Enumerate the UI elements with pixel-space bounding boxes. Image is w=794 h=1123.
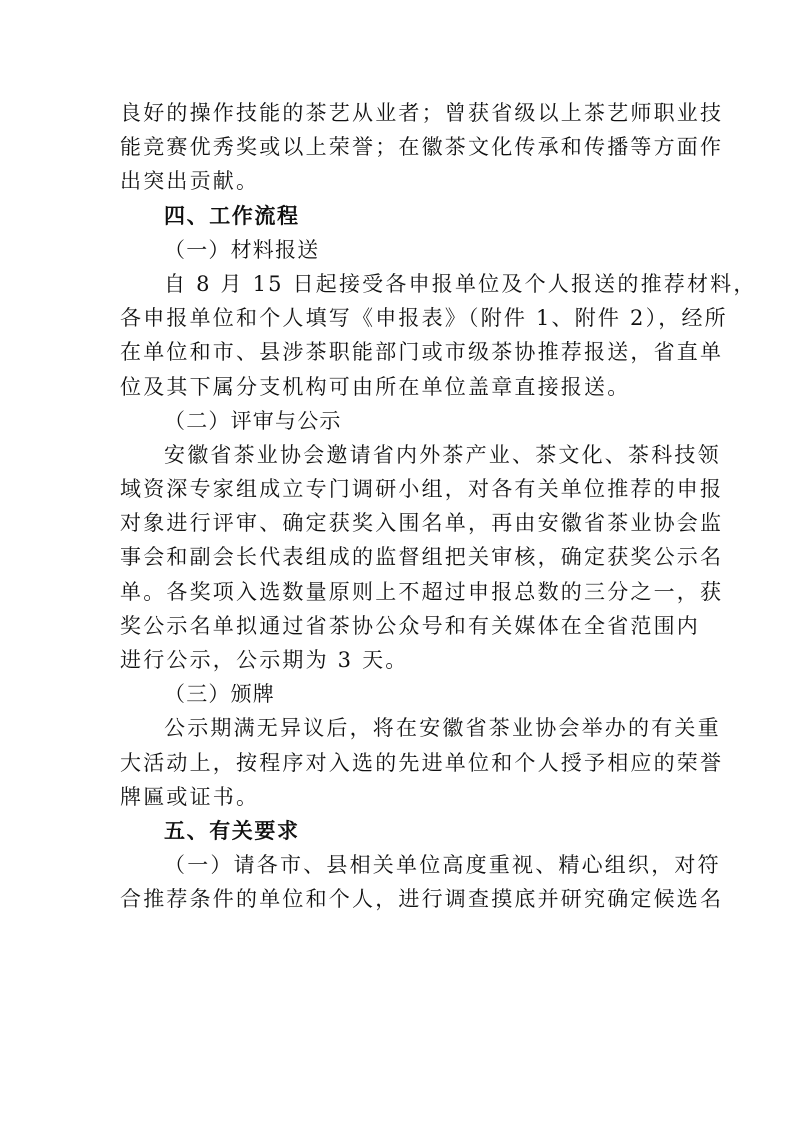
subsection-heading: （三）颁牌 — [164, 682, 275, 707]
text-line: 能竞赛优秀奖或以上荣誉；在徽茶文化传承和传播等方面作 — [120, 135, 724, 160]
text-line: 事会和副会长代表组成的监督组把关审核，确定获奖公示名 — [120, 545, 724, 570]
text-line: 各申报单位和个人填写《申报表》（附件 1、附件 2），经所 — [120, 306, 728, 331]
text-line: （一）请各市、县相关单位高度重视、精心组织，对符 — [164, 853, 721, 878]
text-line: 自 8 月 15 日起接受各申报单位及个人报送的推荐材料， — [164, 271, 757, 296]
section-heading: 五、有关要求 — [164, 818, 300, 843]
text-line: 公示期满无异议后，将在安徽省茶业协会举办的有关重 — [164, 716, 721, 741]
text-line: 位及其下属分支机构可由所在单位盖章直接报送。 — [120, 374, 631, 399]
text-line: 对象进行评审、确定获奖入围名单，再由安徽省茶业协会监 — [120, 511, 724, 536]
text-line: 域资深专家组成立专门调研小组，对各有关单位推荐的申报 — [120, 477, 724, 502]
text-line: 单。各奖项入选数量原则上不超过申报总数的三分之一，获 — [120, 579, 724, 604]
text-line: 出突出贡献。 — [120, 169, 260, 194]
subsection-heading: （二）评审与公示 — [164, 408, 342, 433]
subsection-heading: （一）材料报送 — [164, 237, 320, 262]
text-line: 大活动上，按程序对入选的先进单位和个人授予相应的荣誉 — [120, 750, 724, 775]
section-heading: 四、工作流程 — [164, 203, 300, 228]
text-line: 安徽省茶业协会邀请省内外茶产业、茶文化、茶科技领 — [164, 442, 721, 467]
text-line: 良好的操作技能的茶艺从业者；曾获省级以上茶艺师职业技 — [120, 101, 724, 125]
text-line: 奖公示名单拟通过省茶协公众号和有关媒体在全省范围内 — [120, 613, 700, 638]
text-line: 进行公示，公示期为 3 天。 — [120, 648, 409, 672]
text-line: 合推荐条件的单位和个人，进行调查摸底并研究确定候选名 — [120, 887, 724, 912]
document-body — [120, 96, 757, 917]
text-line: 在单位和市、县涉茶职能部门或市级茶协推荐报送，省直单 — [120, 340, 724, 365]
text-line: 牌匾或证书。 — [120, 784, 260, 809]
